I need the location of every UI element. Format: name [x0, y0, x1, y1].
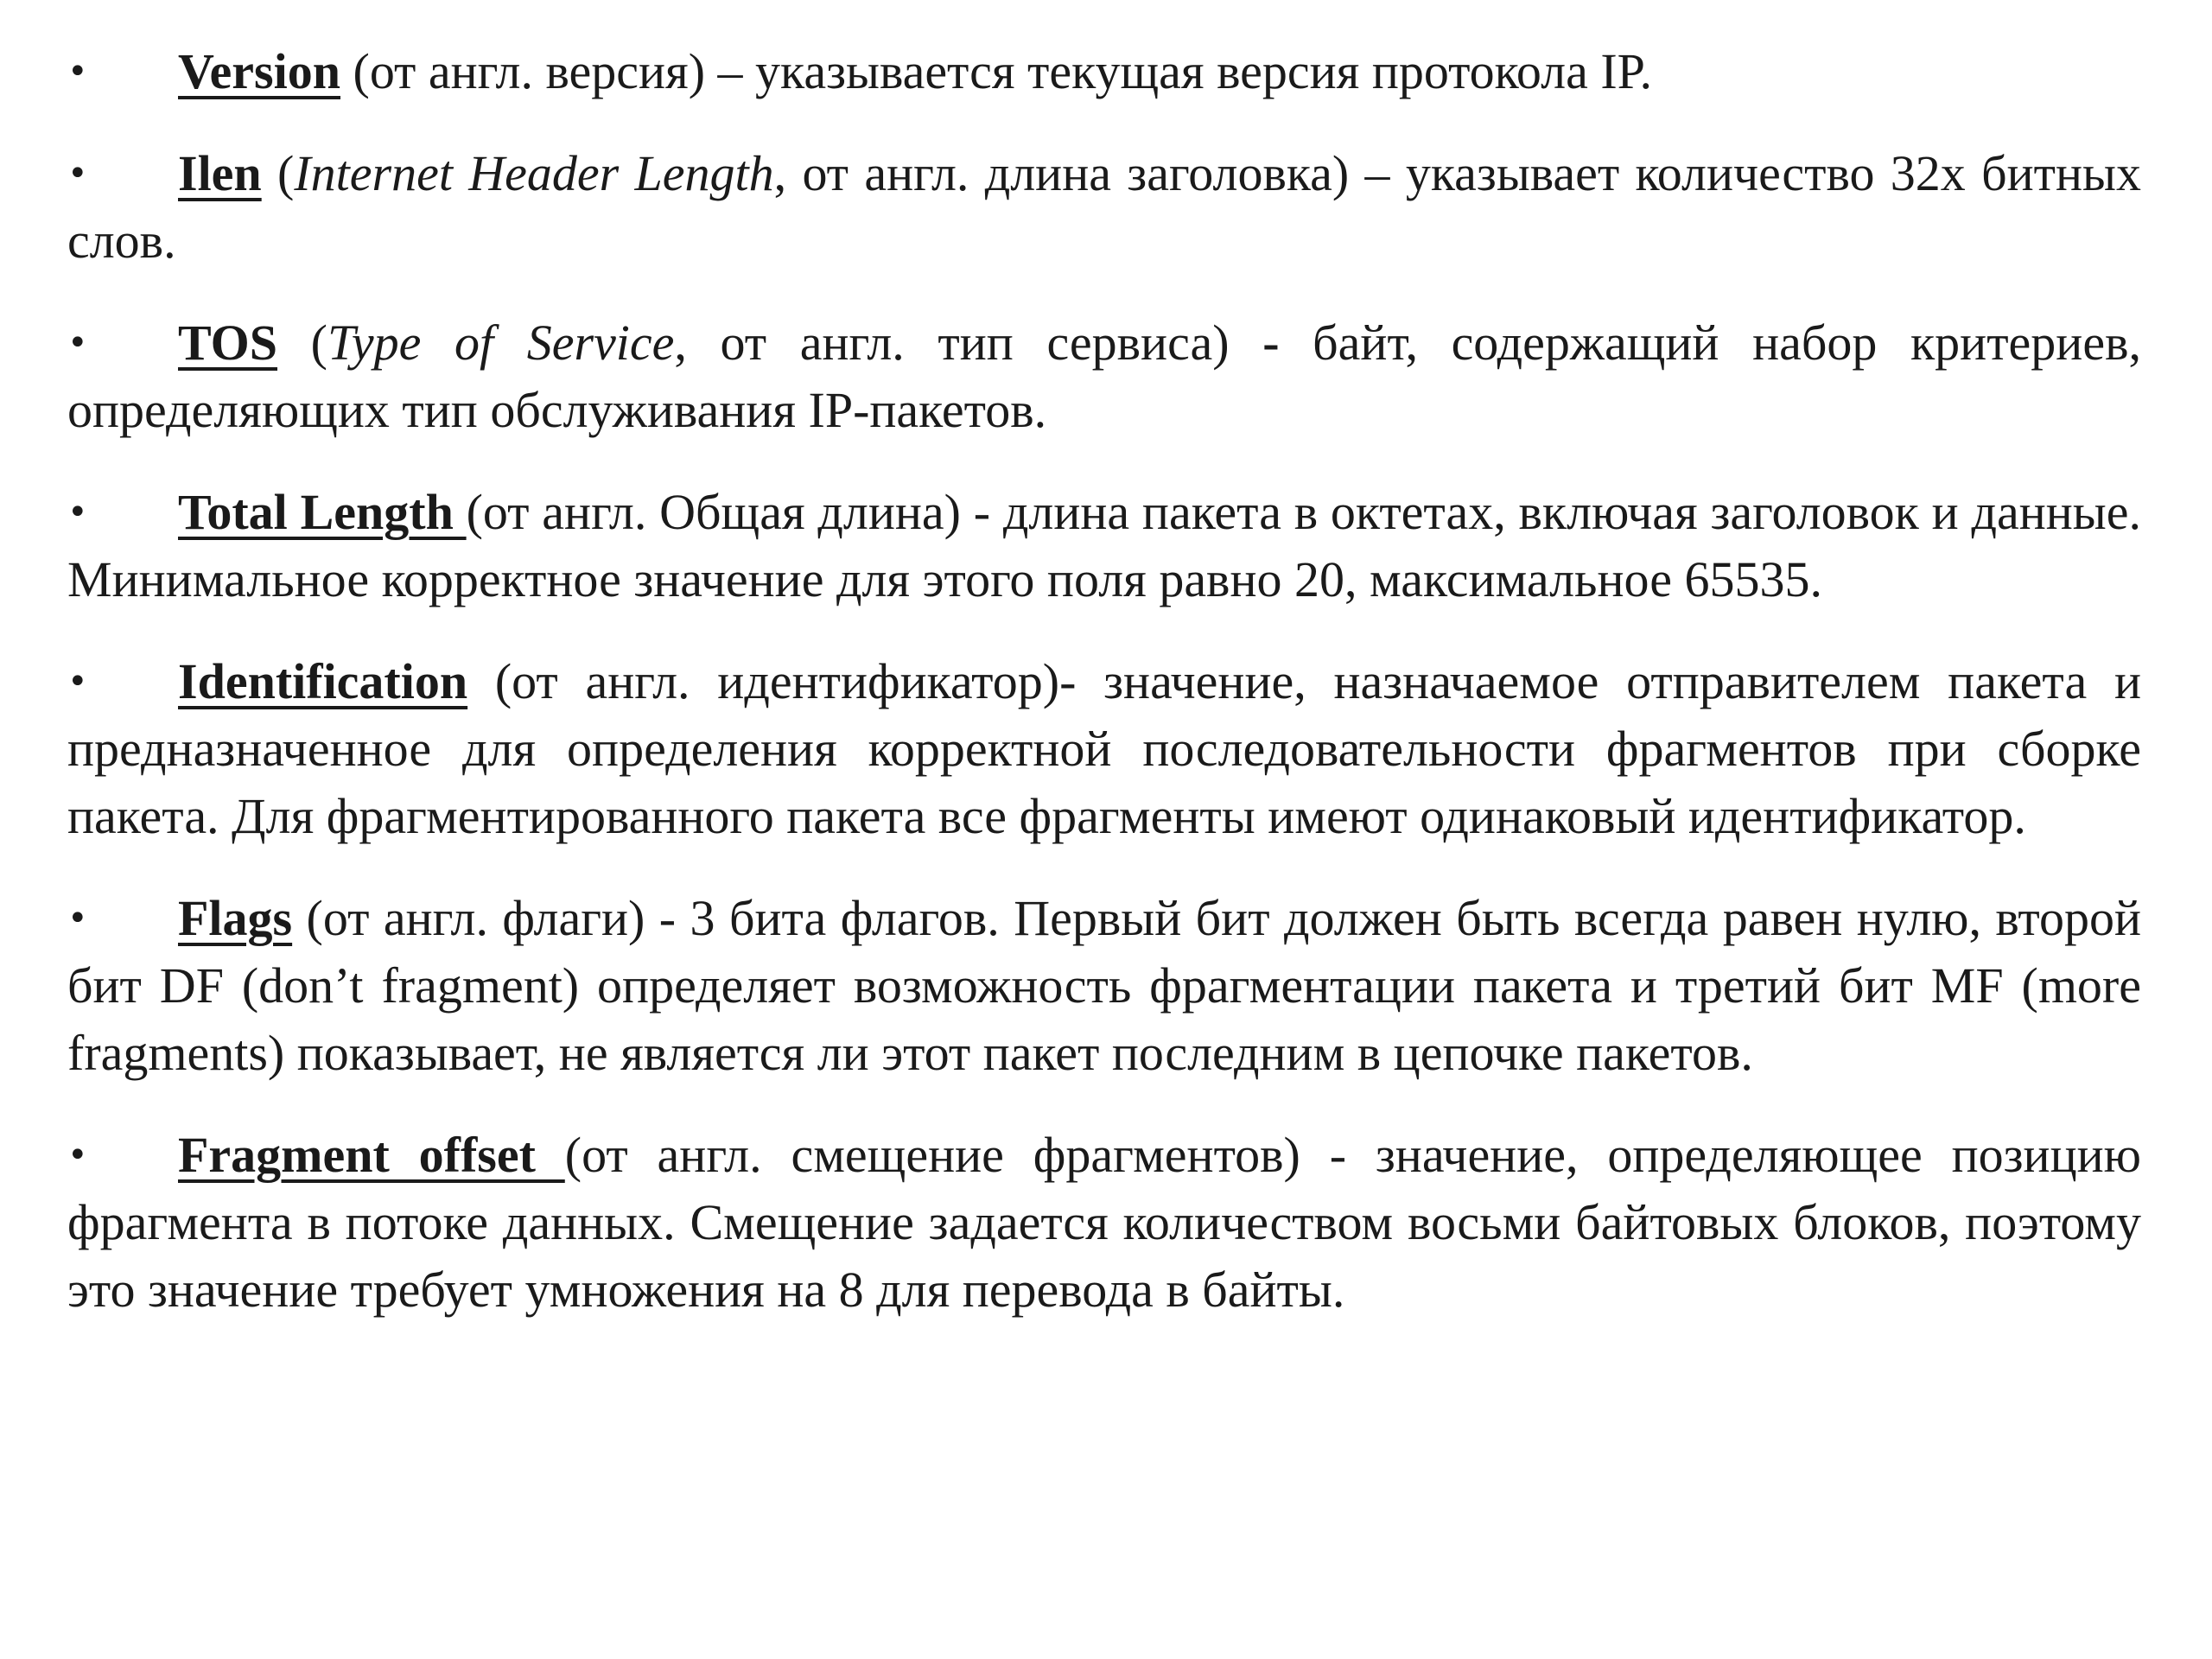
- term-version: Version: [178, 43, 340, 99]
- item-text: (от англ. смещение фрагментов) - значение, определяющее позицию фрагмента в потоке данных. Смещение задается количеством восьми байтовых блоков, поэтому это значение требует умножения на 8 для перевода в байты.: [67, 1127, 2141, 1318]
- term-fragment-offset: Fragment offset: [178, 1127, 565, 1183]
- item-text-middle: , от англ. тип сервиса): [674, 315, 1263, 371]
- list-item-identification: [67, 648, 2141, 850]
- item-text: , от англ. длина заголовка) – указывает количество 32х битных слов.: [67, 145, 2141, 269]
- term-tos: TOS: [178, 315, 278, 371]
- bold-dash: -: [1262, 315, 1280, 371]
- list-item-fragment-offset: [67, 1122, 2141, 1324]
- bullet-icon: •: [67, 1135, 88, 1175]
- bullet-icon: •: [67, 52, 88, 92]
- list-item-tos: [67, 309, 2141, 444]
- item-text: (от англ. флаги) - 3 бита флагов. Первый бит должен быть всегда равен нулю, второй бит DF (don’t fragment) определяет возможность фрагментации пакета и третий бит MF (more fragments) показывает, не является ли этот пакет последним в цепочке пакетов.: [67, 890, 2141, 1081]
- item-text: (от англ. версия) – указывается текущая версия протокола IP.: [340, 43, 1652, 99]
- term-identification: Identification: [178, 653, 468, 709]
- bullet-icon: •: [67, 899, 88, 938]
- item-text-prefix: (: [277, 315, 327, 371]
- slide-content: [67, 38, 2141, 1358]
- item-text: (от англ. Общая длина) - длина пакета в октетах, включая заголовок и данные. Минимальное корректное значение для этого поля равно 20, максимальное 65535.: [67, 484, 2141, 607]
- term-ilen: Ilen: [178, 145, 262, 201]
- list-item-version: [67, 38, 2141, 105]
- list-item-flags: [67, 885, 2141, 1087]
- item-text: (от англ. идентификатор)- значение, назначаемое отправителем пакета и предназначенное для определения корректной последовательности фрагментов при сборке пакета. Для фрагментированного пакета все фрагменты имеют одинаковый идентификатор.: [67, 653, 2141, 844]
- bullet-icon: •: [67, 323, 88, 363]
- term-flags: Flags: [178, 890, 293, 946]
- list-item-total-length: [67, 479, 2141, 613]
- item-text: байт, содержащий набор критериев, определяющих тип обслуживания IP-пакетов.: [67, 315, 2141, 438]
- bullet-icon: •: [67, 493, 88, 532]
- bullet-icon: •: [67, 154, 88, 194]
- english-term: Internet Header Length: [294, 145, 774, 201]
- english-term: Type of Service: [327, 315, 675, 371]
- bullet-icon: •: [67, 662, 88, 702]
- term-total-length: Total Length: [178, 484, 467, 540]
- item-text-prefix: (: [261, 145, 295, 201]
- list-item-ilen: [67, 140, 2141, 275]
